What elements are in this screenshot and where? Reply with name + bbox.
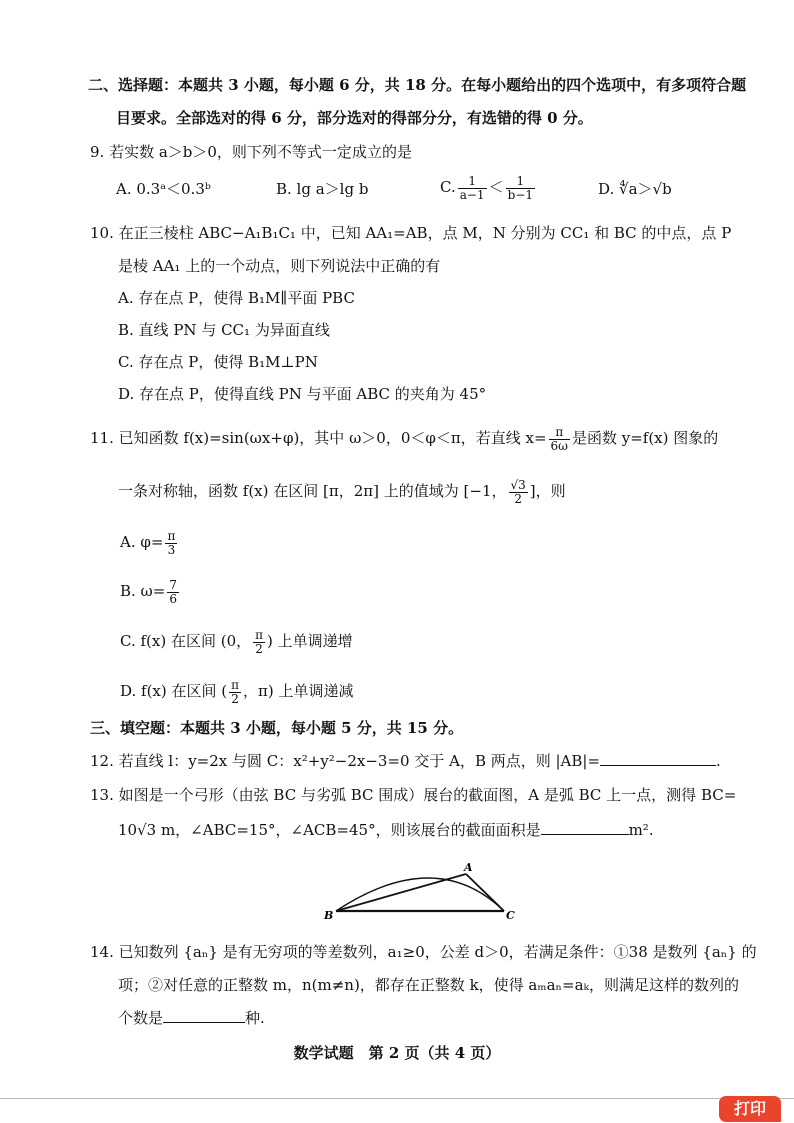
q11-option-b-num: 7 bbox=[169, 577, 177, 592]
q11-option-a-frac bbox=[165, 530, 177, 557]
q11-line1-den: 6ω bbox=[550, 438, 568, 453]
q9-option-a: A. 0.3ᵃ＜0.3ᵇ bbox=[116, 180, 211, 198]
q11-option-d-b: ，π) 上单调递减 bbox=[243, 682, 354, 700]
q13-label-c: C bbox=[506, 909, 515, 922]
q11-line1-num: π bbox=[549, 426, 570, 440]
print-button[interactable]: 打印 bbox=[719, 1096, 781, 1122]
q11-option-d-frac bbox=[229, 679, 241, 706]
q11-option-d-den: 2 bbox=[231, 691, 239, 706]
q13-label-b: B bbox=[324, 909, 334, 922]
q11-option-c-frac bbox=[253, 629, 265, 656]
q12-answer-blank[interactable] bbox=[600, 751, 716, 766]
q14-line3 bbox=[118, 1008, 265, 1028]
q10-line1: 10. 在正三棱柱 ABC−A₁B₁C₁ 中，已知 AA₁=AB，点 M，N 分别为 CC₁ 和 BC 的中点，点 P bbox=[90, 224, 732, 242]
q9-option-c-num1: 1 bbox=[458, 175, 487, 189]
q10-option-c: C. 存在点 P，使得 B₁M⊥PN bbox=[118, 353, 318, 371]
q14-line3-b: 种. bbox=[245, 1009, 265, 1027]
q13-segment-ba bbox=[336, 874, 466, 911]
q9-option-b: B. lg a＞lg b bbox=[276, 180, 369, 198]
q13-unit: m². bbox=[628, 821, 654, 839]
q11-line1-a: 11. 已知函数 f(x)=sin(ωx+φ)，其中 ω＞0，0＜φ＜π，若直线 x= bbox=[90, 429, 547, 447]
q11-line2-b: ]，则 bbox=[529, 482, 566, 500]
q9-option-c bbox=[440, 172, 537, 202]
section2-header-line1: 二、选择题：本题共 3 小题，每小题 6 分，共 18 分。在每小题给出的四个选项中，有多项符合题 bbox=[88, 76, 747, 94]
q11-option-a bbox=[120, 527, 179, 557]
q9-option-c-num2: 1 bbox=[506, 175, 535, 189]
q11-option-d-a: D. f(x) 在区间 ( bbox=[120, 682, 228, 700]
q11-option-a-num: π bbox=[167, 528, 176, 543]
q11-option-d-num: π bbox=[231, 677, 240, 692]
q13-answer-blank[interactable] bbox=[541, 820, 629, 835]
q10-option-a: A. 存在点 P，使得 B₁M∥平面 PBC bbox=[118, 289, 355, 307]
q13-label-a: A bbox=[464, 861, 473, 874]
q9-option-c-frac2 bbox=[506, 175, 535, 202]
q12-line bbox=[90, 751, 721, 771]
q11-option-c bbox=[120, 626, 353, 656]
q11-option-d bbox=[120, 676, 354, 706]
q14-line3-a: 个数是 bbox=[118, 1009, 164, 1027]
q9-option-d: D. ∜a＞√b bbox=[598, 180, 672, 198]
q9-option-c-rel: ＜ bbox=[488, 178, 504, 196]
q11-option-c-num: π bbox=[255, 627, 264, 642]
q11-option-c-b: ) 上单调递增 bbox=[267, 632, 353, 650]
q11-option-b-frac bbox=[167, 579, 179, 606]
q11-option-b-prefix: B. ω= bbox=[120, 582, 166, 600]
q10-option-d: D. 存在点 P，使得直线 PN 与平面 ABC 的夹角为 45° bbox=[118, 385, 487, 403]
q10-line2: 是棱 AA₁ 上的一个动点，则下列说法中正确的有 bbox=[118, 257, 441, 275]
q11-option-c-den: 2 bbox=[255, 641, 263, 656]
q9-stem: 9. 若实数 a＞b＞0，则下列不等式一定成立的是 bbox=[90, 143, 412, 161]
bottom-divider bbox=[0, 1098, 794, 1099]
q11-line2-a: 一条对称轴，函数 f(x) 在区间 [π，2π] 上的值域为 [−1， bbox=[118, 482, 507, 500]
q11-line2-den: 2 bbox=[514, 491, 522, 506]
q9-option-c-den2: b−1 bbox=[507, 187, 533, 202]
q14-line2: 项；②对任意的正整数 m，n(m≠n)，都存在正整数 k，使得 aₘaₙ=aₖ，则满足这样的数列的 bbox=[118, 976, 739, 994]
q12-text: 12. 若直线 l：y=2x 与圆 C：x²+y²−2x−3=0 交于 A，B 两点，则 |AB|= bbox=[90, 752, 601, 770]
q12-end: . bbox=[716, 752, 721, 770]
q13-arc bbox=[336, 878, 504, 911]
q11-line1-frac bbox=[549, 426, 570, 453]
q9-option-c-den1: a−1 bbox=[459, 187, 485, 202]
q11-option-c-a: C. f(x) 在区间 (0， bbox=[120, 632, 252, 650]
q11-line1-b: 是函数 y=f(x) 图象的 bbox=[571, 429, 719, 447]
q11-option-a-prefix: A. φ= bbox=[120, 533, 164, 551]
q11-option-a-den: 3 bbox=[167, 542, 176, 557]
q11-line2 bbox=[118, 476, 566, 506]
q11-option-b bbox=[120, 576, 181, 606]
q10-option-b: B. 直线 PN 与 CC₁ 为异面直线 bbox=[118, 321, 330, 339]
q14-line1: 14. 已知数列 {aₙ} 是有无穷项的等差数列，a₁≥0，公差 d＞0，若满足条件：①38 是数列 {aₙ} 的 bbox=[90, 943, 757, 961]
q11-line2-num: √3 bbox=[510, 477, 526, 492]
section2-header-line2: 目要求。全部选对的得 6 分，部分选对的得部分分，有选错的得 0 分。 bbox=[116, 109, 593, 127]
q11-option-b-den: 6 bbox=[169, 591, 177, 606]
q9-option-c-frac1 bbox=[458, 175, 487, 202]
q11-line1 bbox=[90, 423, 718, 453]
q13-line2 bbox=[118, 820, 654, 840]
q13-line1: 13. 如图是一个弓形（由弦 BC 与劣弧 BC 围成）展台的截面图，A 是弧 BC 上一点，测得 BC= bbox=[90, 786, 737, 804]
q13-line2-text: 10√3 m，∠ABC=15°，∠ACB=45°，则该展台的截面面积是 bbox=[118, 821, 541, 839]
q9-option-c-prefix: C. bbox=[440, 178, 456, 196]
page-footer: 数学试题 第 2 页（共 4 页） bbox=[293, 1044, 501, 1062]
q13-segment-ac bbox=[466, 874, 504, 911]
q14-answer-blank[interactable] bbox=[163, 1008, 245, 1023]
section3-header: 三、填空题：本题共 3 小题，每小题 5 分，共 15 分。 bbox=[90, 719, 464, 737]
q11-line2-frac bbox=[509, 479, 528, 506]
q13-figure bbox=[316, 855, 526, 925]
